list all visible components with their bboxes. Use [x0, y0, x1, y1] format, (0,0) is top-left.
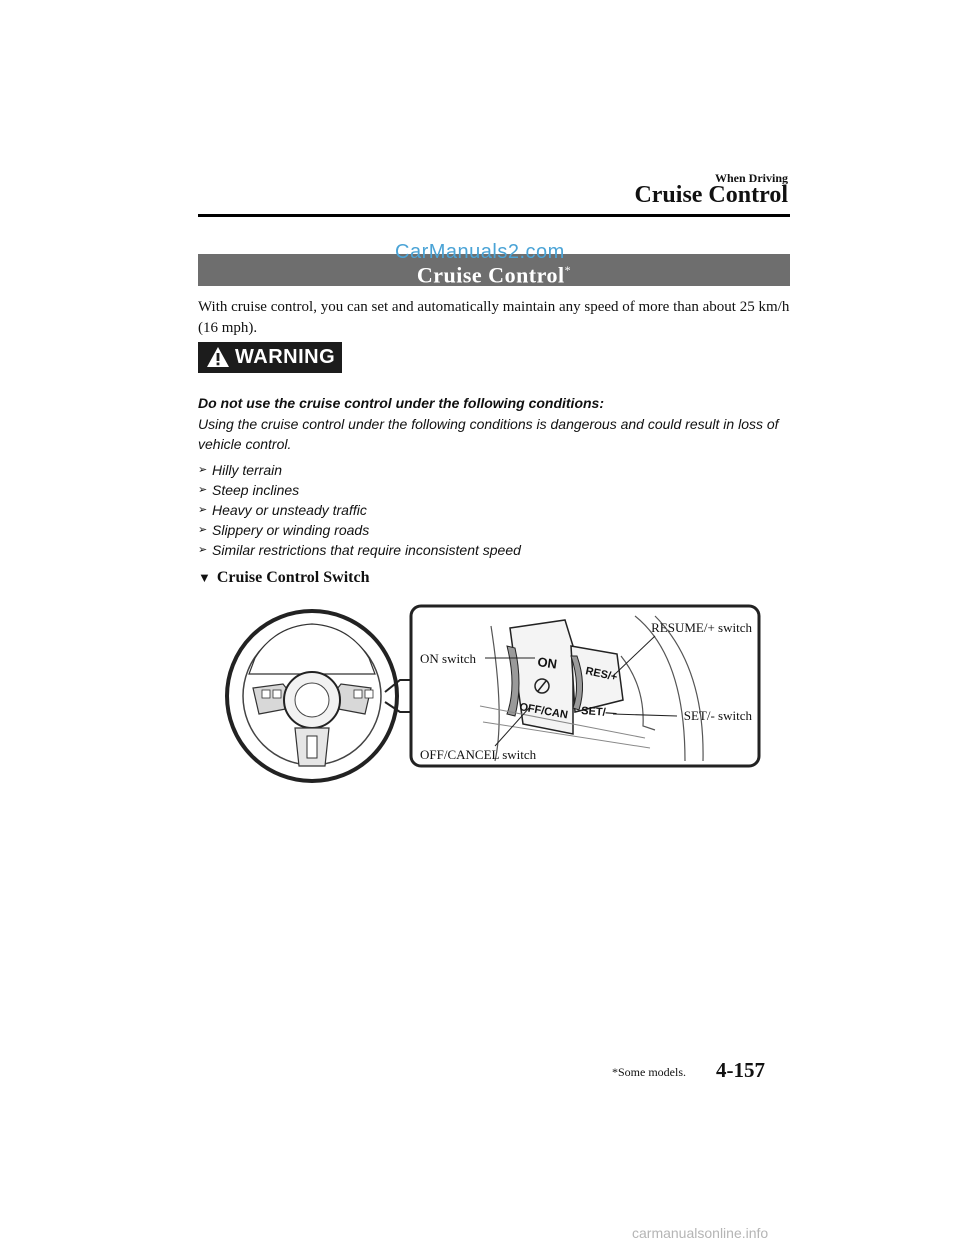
banner-asterisk: *: [564, 263, 572, 277]
warning-body: Using the cruise control under the following conditions is dangerous and could result in loss of vehicle control.: [198, 416, 779, 452]
triangle-down-icon: ▼: [198, 570, 211, 585]
warning-label: WARNING: [235, 346, 336, 368]
warning-condition-list: [198, 460, 521, 560]
list-item: [198, 460, 521, 480]
warning-triangle-icon: [206, 346, 230, 368]
off-cancel-switch-label: OFF/CANCEL switch: [420, 747, 537, 762]
set-switch-label: SET/- switch: [683, 708, 752, 723]
watermark-top[interactable]: CarManuals2.com: [395, 241, 565, 263]
list-item: [198, 540, 521, 560]
list-item: [198, 500, 521, 520]
intro-paragraph: With cruise control, you can set and automatically maintain any speed of more than about 25 km/h (16 mph).: [198, 299, 790, 336]
on-switch-label: ON switch: [420, 651, 476, 666]
arrow-bullet-icon: ➢: [198, 504, 208, 516]
list-item-text: Steep inclines: [212, 482, 300, 498]
list-item-text: Heavy or unsteady traffic: [212, 502, 367, 518]
section-title: Cruise Control: [634, 182, 788, 208]
subsection-heading: [198, 569, 369, 587]
watermark-bottom[interactable]: carmanualsonline.info: [632, 1225, 769, 1241]
set-button-text: SET/—: [580, 705, 617, 720]
list-item: [198, 520, 521, 540]
page-number: 4-157: [716, 1058, 765, 1082]
list-item-text: Hilly terrain: [212, 462, 283, 478]
on-button-text: ON: [536, 654, 558, 672]
warning-heading: Do not use the cruise control under the following conditions:: [198, 395, 604, 411]
arrow-bullet-icon: ➢: [198, 464, 208, 476]
steering-wheel-illustration: [227, 611, 411, 781]
warning-badge: [198, 342, 342, 373]
arrow-bullet-icon: ➢: [198, 484, 208, 496]
banner-title: Cruise Control: [416, 262, 565, 288]
header-rule: [198, 214, 790, 217]
subsection-title: Cruise Control Switch: [216, 569, 370, 586]
arrow-bullet-icon: ➢: [198, 524, 208, 536]
res-button-text: RES/+: [584, 665, 619, 684]
arrow-bullet-icon: ➢: [198, 544, 208, 556]
off-can-button-text: OFF/CAN: [518, 701, 569, 722]
list-item-text: Slippery or winding roads: [212, 522, 370, 538]
section-label: When Driving: [714, 171, 788, 185]
resume-switch-label: RESUME/+ switch: [651, 620, 752, 635]
list-item: [198, 480, 521, 500]
list-item-text: Similar restrictions that require inconsistent speed: [212, 542, 521, 558]
footnote: *Some models.: [612, 1065, 686, 1079]
cruise-control-switch-figure: [225, 596, 765, 786]
